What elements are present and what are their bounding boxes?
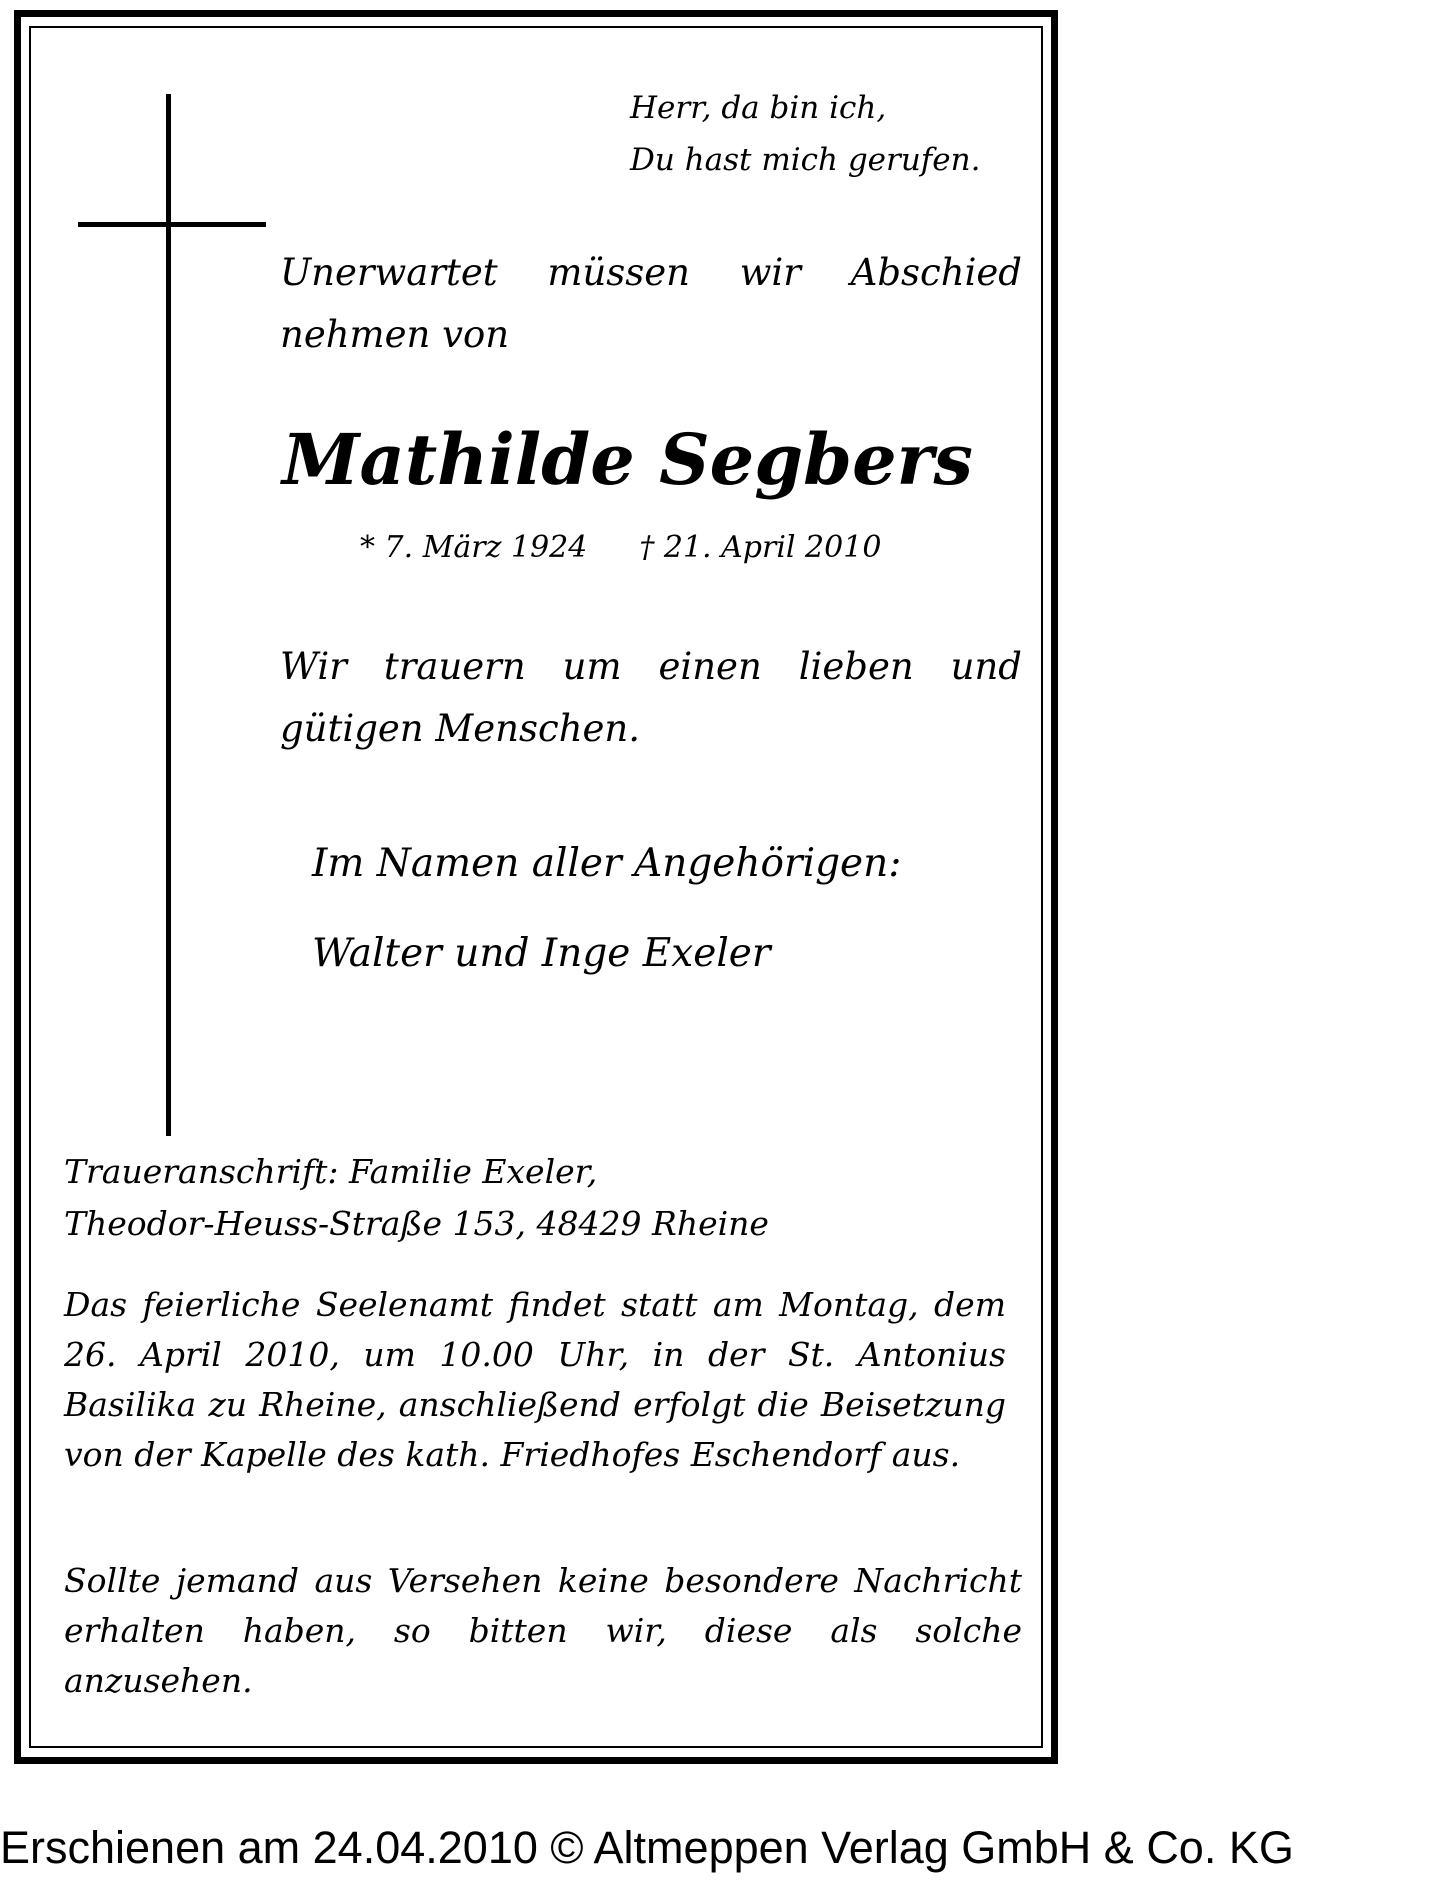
publication-credit: Erschienen am 24.04.2010 © Altmeppen Verlag GmbH & Co. KG — [0, 1822, 1294, 1873]
cross-icon-horizontal-bar — [78, 222, 266, 227]
bible-verse — [630, 82, 980, 186]
birth-date: * 7. März 1924 — [360, 530, 588, 565]
relatives-names: Walter und Inge Exeler — [312, 931, 771, 976]
mourning-text: Wir trauern um einen lieben und gütigen Menschen. — [280, 645, 1022, 750]
bible-verse-line: Herr, da bin ich, — [630, 90, 887, 126]
mourning-address — [64, 1146, 769, 1250]
life-dates — [360, 526, 881, 570]
bible-verse-line: Du hast mich gerufen. — [630, 142, 981, 178]
cross-icon-vertical-bar — [166, 94, 171, 1136]
funeral-mass-info: Das feierliche Seelenamt findet statt am Montag, dem 26. April 2010, um 10.00 Uhr, in der St. Antonius Basilika zu Rheine, anschließend erfolgt die Beisetzung von der Kapelle des kath. Friedhofes Eschendorf aus. — [64, 1285, 1006, 1474]
on-behalf-text: Im Namen aller Angehörigen: — [312, 841, 902, 886]
intro-text: Unerwartet müssen wir Abschied nehmen von — [280, 251, 1022, 356]
address-line: Theodor-Heuss-Straße 153, 48429 Rheine — [64, 1204, 769, 1243]
deceased-name: Mathilde Segbers — [282, 418, 973, 501]
notification-notice: Sollte jemand aus Versehen keine besondere Nachricht erhalten haben, so bitten wir, diese als solche anzusehen. — [64, 1561, 1022, 1700]
death-date: † 21. April 2010 — [639, 530, 882, 565]
address-line: Traueranschrift: Familie Exeler, — [64, 1152, 598, 1191]
